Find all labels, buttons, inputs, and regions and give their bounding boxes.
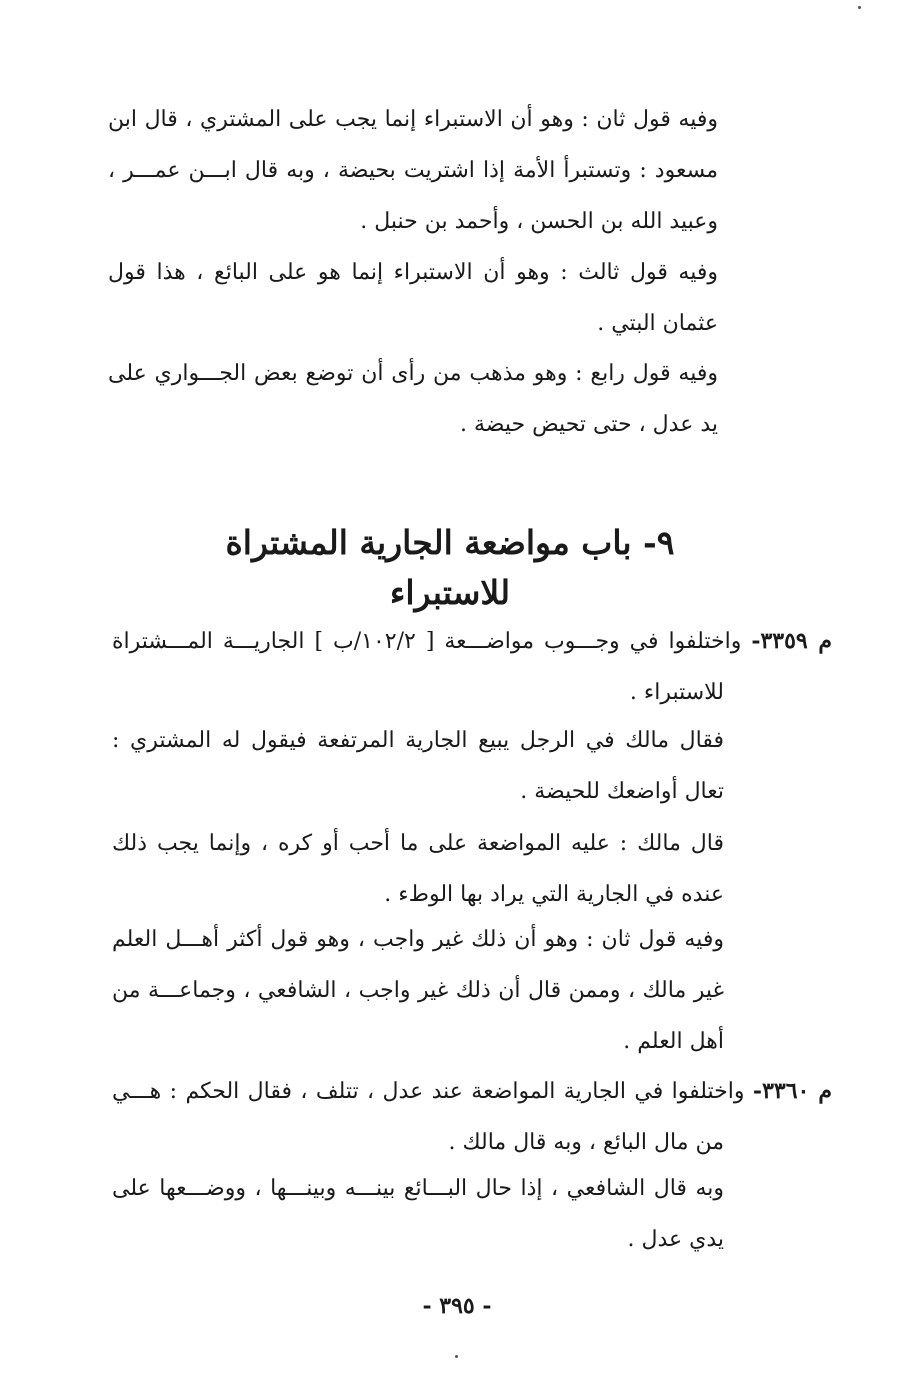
entry-number: م ٣٣٥٩-	[751, 628, 833, 654]
entry-continuation: من مال البائع ، وبه قال مالك .	[448, 1130, 724, 1155]
paragraph-second-opinion: وفيه قول ثان : وهو أن الاستبراء إنما يجب على المشتري ، قال ابن مسعود : وتستبرأ الأمة إذا اشتريت بحيضة ، وبه قال ابـــن عمـــر ، وعبيد الله بن الحسن ، وأحمد بن حنبل .	[108, 107, 718, 234]
scan-speck	[858, 6, 861, 9]
entry-first-line	[112, 616, 832, 667]
paragraph-malik-ruling: قال مالك : عليه المواضعة على ما أحب أو كره ، وإنما يجب ذلك عنده في الجارية التي يراد بها الوطء .	[112, 831, 724, 907]
paragraph-shafii-view: وبه قال الشافعي ، إذا حال البـــائع بينـــه وبينـــها ، ووضـــعها على يدي عدل .	[112, 1176, 724, 1252]
scan-speck	[455, 1355, 458, 1358]
entry-number: م ٣٣٦٠-	[752, 1078, 833, 1104]
entry-3360	[112, 1066, 832, 1168]
section-heading: ٩- باب مواضعة الجارية المشتراة للاستبراء	[225, 523, 675, 612]
page-number: - ٣٩٥ -	[422, 1293, 492, 1319]
entry-text: واختلفوا في وجـــوب مواضـــعة [ ١٠٢/٢/ب ] الجاريـــة المـــشتراة	[112, 629, 742, 654]
entry-continuation: للاستبراء .	[629, 680, 724, 705]
entry-text: واختلفوا في الجارية المواضعة عند عدل ، تتلف ، فقال الحكم : هـــي	[112, 1079, 745, 1104]
paragraph-malik-saying: فقال مالك في الرجل يبيع الجارية المرتفعة فيقول له المشتري : تعال أواضعك للحيضة .	[112, 728, 724, 804]
entry-3359	[112, 616, 832, 718]
paragraph-second-view: وفيه قول ثان : وهو أن ذلك غير واجب ، وهو قول أكثر أهـــل العلم غير مالك ، وممن قال أن ذلك غير واجب ، الشافعي ، وجماعـــة من أهل العلم .	[112, 927, 724, 1054]
paragraph-third-opinion: وفيه قول ثالث : وهو أن الاستبراء إنما هو على البائع ، هذا قول عثمان البتي .	[108, 260, 718, 336]
entry-first-line	[112, 1066, 832, 1117]
paragraph-fourth-opinion: وفيه قول رابع : وهو مذهب من رأى أن توضع بعض الجـــواري على يد عدل ، حتى تحيض حيضة .	[108, 361, 718, 437]
